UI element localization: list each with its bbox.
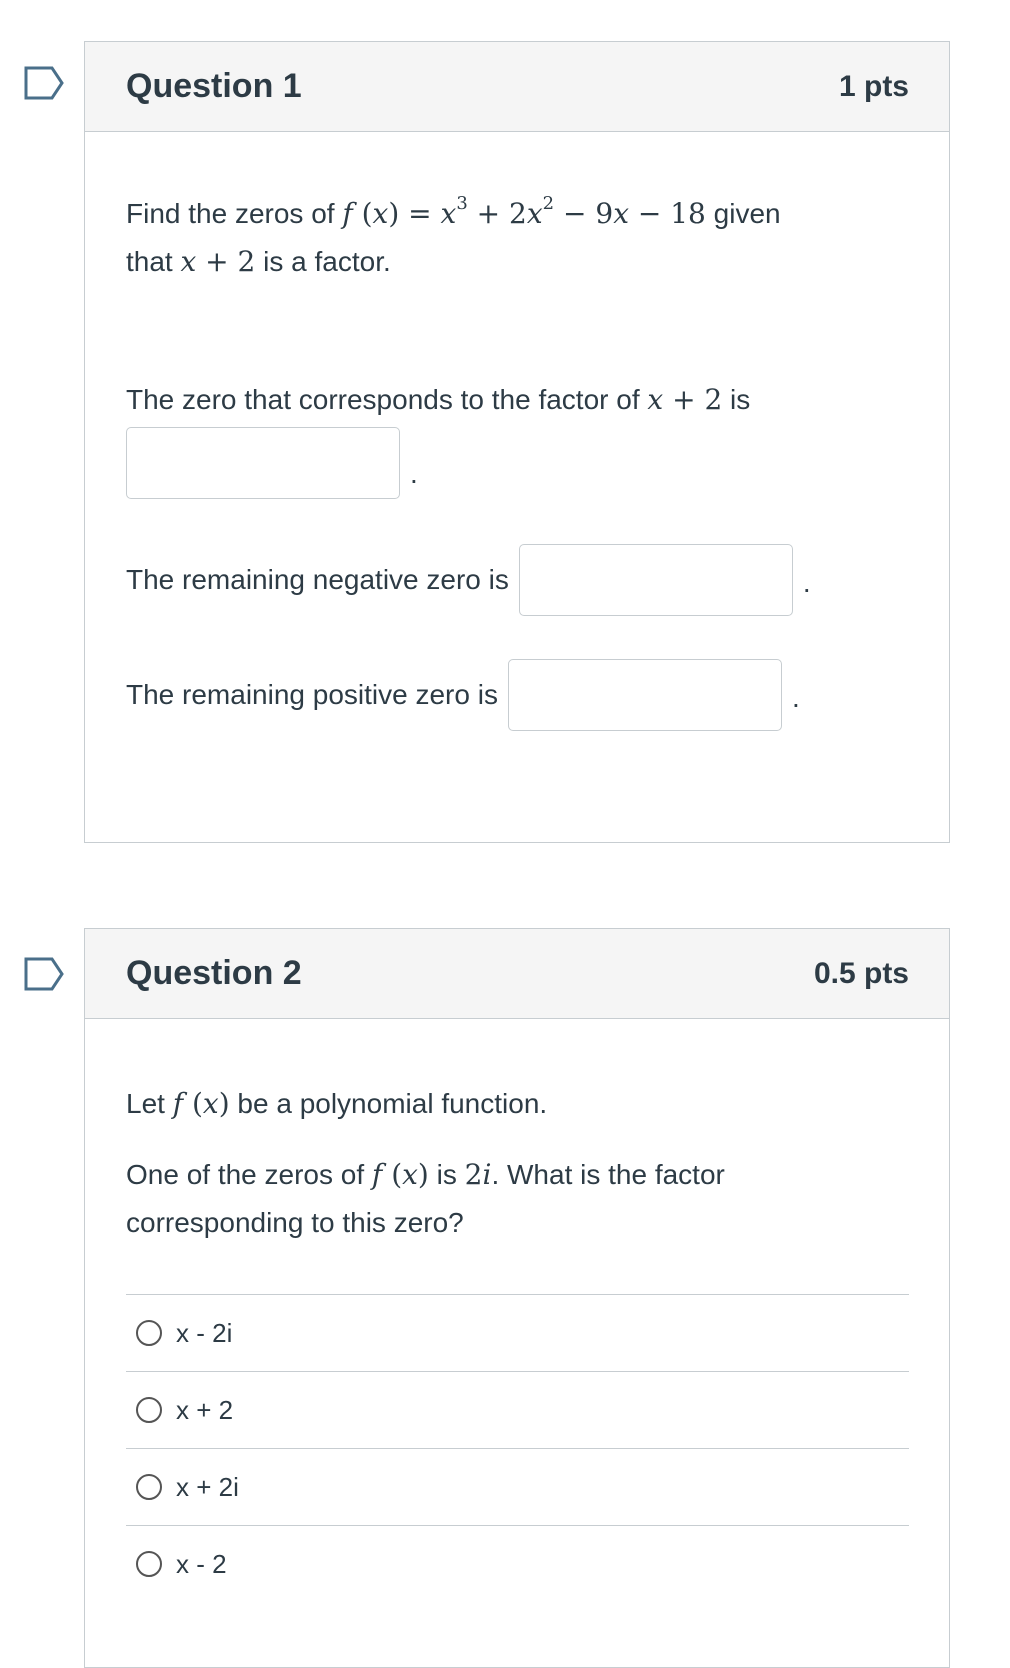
question-1-points: 1 pts [838, 69, 909, 103]
negative-zero-label: The remaining negative zero is [126, 564, 509, 595]
answer-choice-label: x + 2 [176, 1394, 234, 1425]
question-2-prompt-line-1: Let f (x) be a polynomial function. [126, 1087, 548, 1120]
positive-zero-input[interactable] [508, 659, 782, 731]
answer-choice[interactable] [126, 1525, 909, 1602]
negative-zero-input[interactable] [519, 544, 793, 616]
factor-zero-input[interactable] [126, 427, 400, 499]
question-2-card [84, 928, 950, 1668]
question-1-header [85, 42, 949, 132]
answer-choice-label: x + 2i [176, 1471, 239, 1502]
flag-question-icon[interactable] [24, 957, 64, 991]
answer-choice[interactable] [126, 1294, 909, 1371]
answer-choice[interactable] [126, 1448, 909, 1525]
radio-button[interactable] [136, 1397, 162, 1423]
sub-question-1: The zero that corresponds to the factor of x + 2 is [126, 383, 751, 416]
positive-zero-label: The remaining positive zero is [126, 679, 498, 710]
question-2-prompt-line-2: One of the zeros of f (x) is 2i. What is the factor corresponding to this zero? [126, 1158, 725, 1238]
radio-button[interactable] [136, 1474, 162, 1500]
answer-choice[interactable] [126, 1371, 909, 1448]
question-1-prompt: Find the zeros of f $(x) = x^3 + 2x^2 - 9x - 18$ given that x + 2 is a factor. [126, 192, 781, 278]
question-1-card [84, 41, 950, 843]
answer-choices [126, 1294, 909, 1602]
flag-question-icon[interactable] [24, 66, 64, 100]
question-2-header [85, 929, 949, 1019]
radio-button[interactable] [136, 1551, 162, 1577]
question-1-title: Question 1 [126, 67, 302, 105]
sub-question-2: The remaining negative zero is . [126, 544, 909, 616]
function-expression: f $(x) = x^3 + 2x^2 - 9x - 18$ [342, 192, 706, 230]
answer-choice-label: x - 2 [176, 1548, 227, 1579]
factor-expression: x + 2 [180, 245, 256, 278]
radio-button[interactable] [136, 1320, 162, 1346]
sub-question-1-answer-row: . [126, 427, 909, 499]
sub-question-3: The remaining positive zero is . [126, 659, 909, 731]
answer-choice-label: x - 2i [176, 1317, 233, 1348]
question-2-points: 0.5 pts [813, 956, 909, 990]
question-2-title: Question 2 [126, 954, 302, 992]
